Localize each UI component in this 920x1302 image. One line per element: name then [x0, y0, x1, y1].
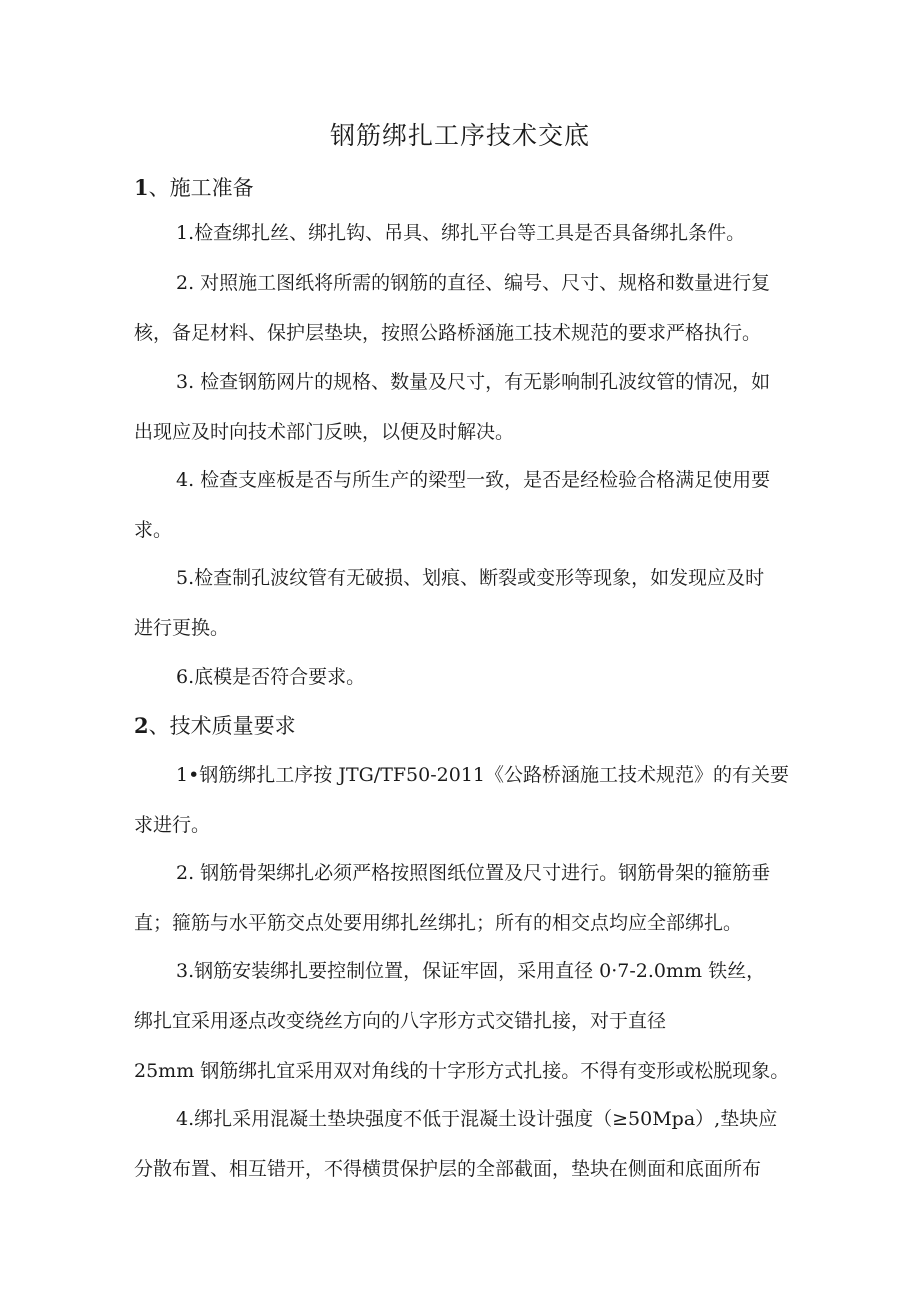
paragraph-line: 5.检查制孔波纹管有无破损、划痕、断裂或变形等现象，如发现应及时: [176, 567, 765, 589]
section-title-2: 、技术质量要求: [148, 714, 296, 738]
paragraph-line: 2. 钢筋骨架绑扎必须严格按照图纸位置及尺寸进行。钢筋骨架的箍筋垂: [176, 862, 771, 884]
section-title-1: 、施工准备: [148, 176, 254, 200]
paragraph-1-1: [134, 208, 806, 258]
paragraph-2-2: [134, 848, 806, 948]
paragraph-2-1: [134, 750, 806, 850]
paragraph-2-4: [134, 1094, 806, 1194]
paragraph-line: 2. 对照施工图纸将所需的钢筋的直径、编号、尺寸、规格和数量进行复: [176, 272, 771, 294]
paragraph-line: 出现应及时向技术部门反映，以便及时解决。: [134, 421, 515, 443]
paragraph-1-5: [134, 553, 806, 653]
section-number-1: 1: [134, 175, 149, 200]
paragraph-line: 核，备足材料、保护层垫块，按照公路桥涵施工技术规范的要求严格执行。: [134, 322, 762, 344]
paragraph-line: 求。: [134, 519, 173, 541]
section-heading-1: [134, 172, 254, 204]
paragraph-line: 分散布置、相互错开，不得横贯保护层的全部截面，垫块在侧面和底面所布: [134, 1158, 762, 1180]
paragraph-line: 进行更换。: [134, 617, 230, 639]
paragraph-line: 3.钢筋安装绑扎要控制位置，保证牢固，采用直径 0·7-2.0mm 铁丝，: [176, 960, 766, 982]
paragraph-line: 1.检查绑扎丝、绑扎钩、吊具、绑扎平台等工具是否具备绑扎条件。: [176, 222, 746, 244]
section-heading-2: [134, 710, 296, 742]
paragraph-1-4: [134, 455, 806, 555]
paragraph-1-6: [134, 652, 806, 702]
paragraph-line: 直；箍筋与水平筋交点处要用绑扎丝绑扎；所有的相交点均应全部绑扎。: [134, 912, 743, 934]
paragraph-line: 4. 检查支座板是否与所生产的梁型一致，是否是经检验合格满足使用要: [176, 469, 771, 491]
paragraph-line: 绑扎宜采用逐点改变绕丝方向的八字形方式交错扎接，对于直径: [134, 1010, 667, 1032]
paragraph-1-3: [134, 357, 806, 457]
paragraph-line: 25mm 钢筋绑扎宜采用双对角线的十字形方式扎接。不得有变形或松脱现象。: [134, 1060, 790, 1082]
paragraph-line: 求进行。: [134, 814, 211, 836]
paragraph-line: 6.底模是否符合要求。: [176, 666, 366, 688]
paragraph-line: 1•钢筋绑扎工序按 JTG/TF50-2011《公路桥涵施工技术规范》的有关要: [176, 764, 790, 786]
document-title: 钢筋绑扎工序技术交底: [329, 121, 590, 150]
paragraph-line: 4.绑扎采用混凝土垫块强度不低于混凝土设计强度（≥50Mpa）,垫块应: [176, 1108, 778, 1130]
section-number-2: 2: [134, 713, 149, 738]
paragraph-line: 3. 检查钢筋网片的规格、数量及尺寸，有无影响制孔波纹管的情况，如: [176, 371, 771, 393]
paragraph-1-2: [134, 258, 806, 358]
paragraph-2-3: [134, 946, 806, 1096]
